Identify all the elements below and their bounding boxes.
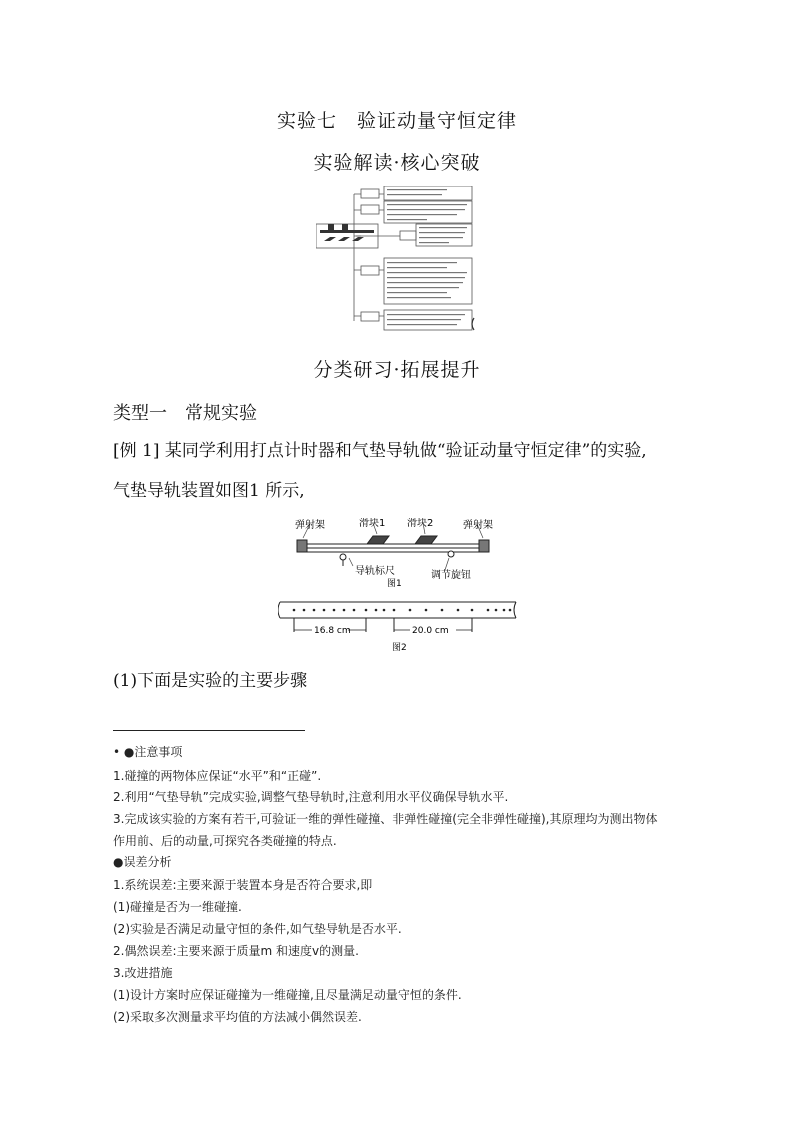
figure2-paper-tape — [278, 598, 518, 654]
footnote-error-header: ●误差分析 — [113, 855, 172, 869]
figure2-caption: 图2 — [392, 643, 407, 653]
example-text-line1: [例 1] 某同学利用打点计时器和气垫导轨做“验证动量守恒定律”的实验, — [113, 441, 647, 461]
type-heading: 类型一 常规实验 — [113, 403, 257, 424]
footnote-note-3b: 作用前、后的动量,可探究各类碰撞的特点. — [113, 834, 337, 848]
footnote-error-1b: (2)实验是否满足动量守恒的条件,如气垫导轨是否水平. — [113, 922, 402, 936]
section-heading-core: 实验解读·核心突破 — [313, 152, 481, 174]
label-slider1: 滑块1 — [359, 518, 386, 529]
step-line: (1)下面是实验的主要步骤 — [113, 671, 308, 691]
label-left-frame: 弹射架 — [295, 520, 325, 531]
footnote-error-3b: (2)采取多次测量求平均值的方法减小偶然误差. — [113, 1010, 362, 1024]
footnote-note-2: 2.利用“气垫导轨”完成实验,调整气垫导轨时,注意利用水平仪确保导轨水平. — [113, 790, 509, 804]
footnote-divider — [113, 730, 305, 731]
footnote-error-3a: (1)设计方案时应保证碰撞为一维碰撞,且尽量满足动量守恒的条件. — [113, 988, 462, 1002]
label-ruler: 导轨标尺 — [355, 566, 395, 577]
footnote-error-2: 2.偶然误差:主要来源于质量m 和速度v的测量. — [113, 944, 359, 958]
figure1-air-track — [295, 518, 495, 590]
label-right-frame: 弹射架 — [463, 520, 493, 531]
footnote-error-1: 1.系统误差:主要来源于装置本身是否符合要求,即 — [113, 878, 373, 892]
figure1-caption: 图1 — [387, 579, 402, 589]
section-heading-extension: 分类研习·拓展提升 — [313, 359, 481, 381]
mind-map-figure — [316, 186, 478, 334]
example-text-line2: 气垫导轨装置如图1 所示, — [113, 481, 305, 501]
footnote-error-1a: (1)碰撞是否为一维碰撞. — [113, 900, 242, 914]
dim-label-1: 16.8 cm — [314, 626, 351, 636]
footnote-note-1: 1.碰撞的两物体应保证“水平”和“正碰”. — [113, 769, 322, 783]
footnote-bullet-header: • ●注意事项 — [113, 745, 183, 759]
page-title: 实验七 验证动量守恒定律 — [276, 110, 517, 132]
label-knob: 调节旋钮 — [431, 570, 471, 581]
dim-label-2: 20.0 cm — [412, 626, 449, 636]
label-slider2: 滑块2 — [407, 518, 434, 529]
footnote-note-3a: 3.完成该实验的方案有若干,可验证一维的弹性碰撞、非弹性碰撞(完全非弹性碰撞),其原理均为测出物体 — [113, 812, 658, 826]
footnote-error-3: 3.改进措施 — [113, 966, 173, 980]
